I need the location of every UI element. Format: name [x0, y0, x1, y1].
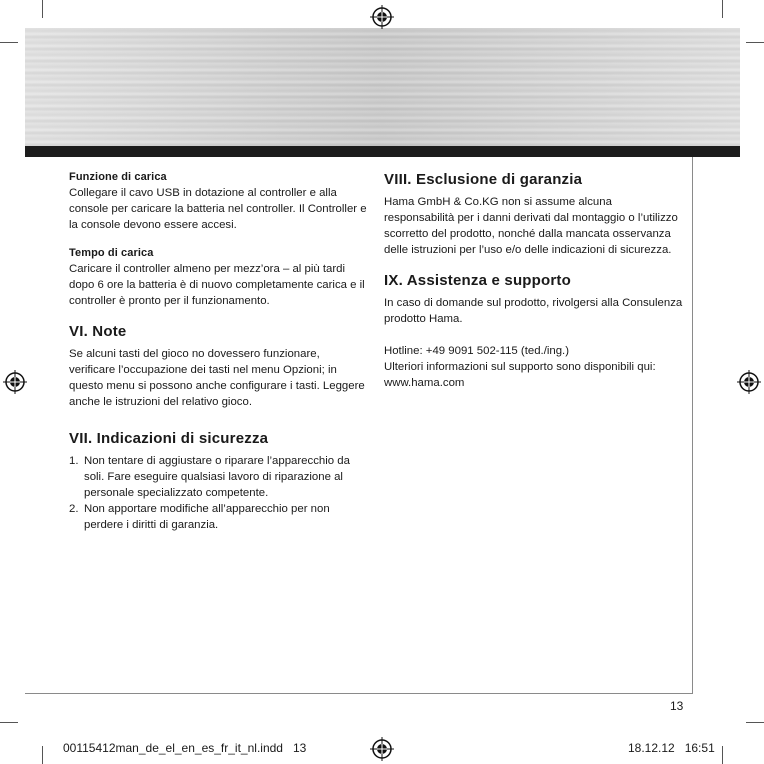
header-banner-shade	[25, 28, 740, 146]
charging-function-subtitle: Funzione di carica	[69, 171, 167, 183]
crop-mark	[746, 722, 764, 723]
charging-time-subtitle: Tempo di carica	[69, 247, 154, 259]
list-item	[69, 453, 369, 501]
safety-heading: VII. Indicazioni di sicurezza	[69, 430, 269, 447]
safety-list	[69, 453, 369, 533]
left-column	[69, 171, 369, 547]
crop-mark	[722, 0, 723, 18]
crop-mark	[746, 42, 764, 43]
support-hotline: Hotline: +49 9091 502-115 (ted./ing.)	[384, 345, 570, 357]
support-text: In caso di domande sul prodotto, rivolgersi alla Consulenza prodotto Hama.	[384, 297, 683, 325]
warranty-section	[384, 171, 684, 258]
list-item-number: 2.	[69, 503, 79, 515]
notes-text: Se alcuni tasti del gioco no dovessero funzionare, verificare l’occupazione dei tasti nel menu Opzioni; in questo menu si possono anche configurare i tasti. Leggere anche le istruzioni del relativo gioco.	[69, 348, 365, 408]
frame-rule-right	[692, 157, 693, 693]
registration-mark-icon	[370, 5, 394, 29]
list-item-text: Non apportare modifiche all’apparecchio per non perdere i diritti di garanzia.	[84, 503, 330, 531]
notes-section	[69, 323, 369, 410]
support-section	[384, 272, 684, 391]
page-number: 13	[670, 699, 684, 713]
crop-mark	[0, 722, 18, 723]
list-item-text: Non tentare di aggiustare o riparare l’apparecchio da soli. Fare eseguire qualsiasi lavoro di riparazione al personale specializzato competente.	[84, 455, 350, 499]
frame-rule-bottom	[25, 693, 693, 694]
charging-time-text: Caricare il controller almeno per mezz’ora – al più tardi dopo 6 ore la batteria è di nuovo completamente carica e il controller è pronto per il funzionamento.	[69, 263, 365, 307]
charging-function-text: Collegare il cavo USB in dotazione al controller e alla console per caricare la batteria nel controller. Il Controller e la console devono essere accesi.	[69, 187, 367, 231]
right-column	[384, 171, 684, 405]
footer-date-time: 18.12.12 16:51	[628, 741, 715, 755]
registration-mark-icon	[737, 370, 761, 394]
safety-section	[69, 430, 369, 533]
crop-mark	[42, 746, 43, 764]
crop-mark	[722, 746, 723, 764]
registration-mark-icon	[3, 370, 27, 394]
header-black-bar	[25, 146, 740, 157]
notes-heading: VI. Note	[69, 323, 127, 340]
crop-mark	[42, 0, 43, 18]
warranty-text: Hama GmbH & Co.KG non si assume alcuna responsabilità per i danni derivati dal montaggio o l’utilizzo scorretto del prodotto, nonché dalla mancata osservanza delle istruzioni per l’uso e/o delle indicazioni di sicurezza.	[384, 196, 678, 256]
support-heading: IX. Assistenza e supporto	[384, 272, 571, 289]
charging-time-section	[69, 247, 369, 309]
list-item	[69, 501, 369, 533]
list-item-number: 1.	[69, 455, 79, 467]
support-more-info: Ulteriori informazioni sul supporto sono disponibili qui: www.hama.com	[384, 361, 656, 389]
warranty-heading: VIII. Esclusione di garanzia	[384, 171, 583, 188]
crop-mark	[0, 42, 18, 43]
footer-file-name: 00115412man_de_el_en_es_fr_it_nl.indd 13	[63, 741, 307, 755]
charging-function-section	[69, 171, 369, 233]
registration-mark-icon	[370, 737, 394, 761]
